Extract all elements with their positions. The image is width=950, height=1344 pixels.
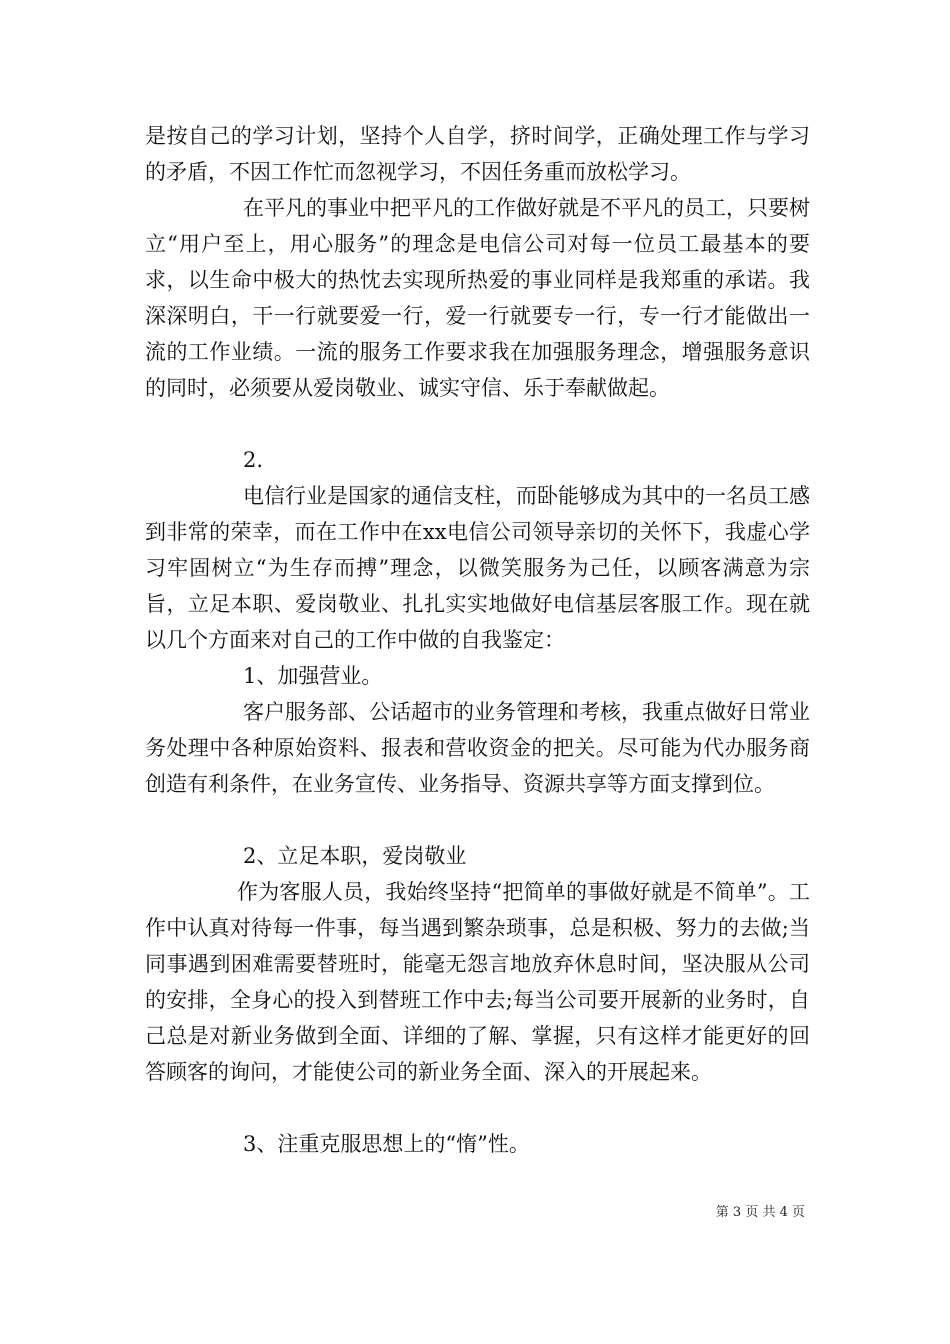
paragraph-ordinary-work: 在平凡的事业中把平凡的工作做好就是不平凡的员工，只要树立“用户至上，用心服务”的理念是电信公司对每一位员工最基本的要求，以生命中极大的热忱去实现所热爱的事业同样是我郑重的承诺。我深深明白，干一行就要爱一行，爱一行就要专一行，专一行才能做出一流的工作业绩。一流的服务工作要求我在加强服务理念，增强服务意识的同时，必须要从爱岗敬业、诚实守信、乐于奉献做起。 bbox=[145, 196, 810, 400]
section-number-2: 2. bbox=[243, 448, 264, 472]
heading-strengthen-business: 1、加强营业。 bbox=[243, 664, 383, 688]
paragraph-study-plan: 是按自己的学习计划，坚持个人自学，挤时间学，正确处理工作与学习的矛盾，不因工作忙而忽视学习，不因任务重而放松学习。 bbox=[145, 124, 810, 184]
paragraph-telecom-industry: 电信行业是国家的通信支柱，而卧能够成为其中的一名员工感到非常的荣幸，而在工作中在xx电信公司领导亲切的关怀下，我虚心学习牢固树立“为生存而搏”理念，以微笑服务为己任，以顾客满意为宗旨，立足本职、爱岗敬业、扎扎实实地做好电信基层客服工作。现在就以几个方面来对自己的工作中做的自我鉴定： bbox=[145, 484, 810, 652]
heading-overcome-laziness: 3、注重克服思想上的“惰”性。 bbox=[243, 1132, 530, 1156]
page-number-footer: 第 3 页 共 4 页 bbox=[715, 1205, 805, 1220]
paragraph-customer-service-dept: 客户服务部、公话超市的业务管理和考核，我重点做好日常业务处理中各种原始资料、报表和营收资金的把关。尽可能为代办服务商创造有利条件，在业务宣传、业务指导、资源共享等方面支撑到位。 bbox=[145, 700, 810, 796]
heading-dedicated-to-job: 2、立足本职，爱岗敬业 bbox=[243, 844, 467, 868]
paragraph-customer-service-staff: 作为客服人员，我始终坚持“把简单的事做好就是不简单”。工作中认真对待每一件事，每当遇到繁杂琐事，总是积极、努力的去做;当同事遇到困难需要替班时，能毫无怨言地放弃休息时间，坚决服从公司的安排，全身心的投入到替班工作中去;每当公司要开展新的业务时，自己总是对新业务做到全面、详细的了解、掌握，只有这样才能更好的回答顾客的询问，才能使公司的新业务全面、深入的开展起来。 bbox=[145, 880, 810, 1084]
